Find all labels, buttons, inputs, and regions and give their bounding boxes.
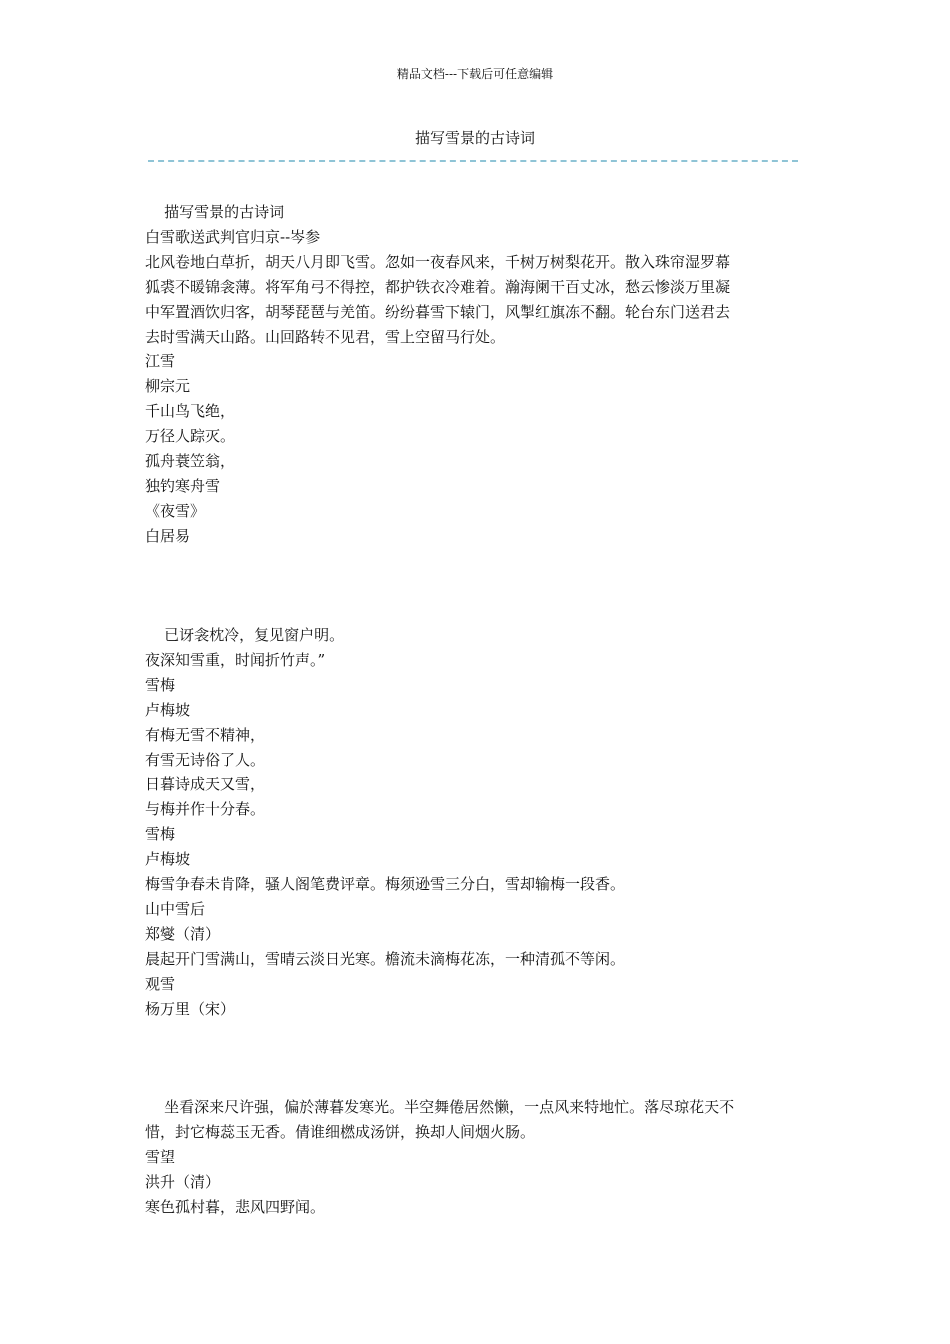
text-line: 柳宗元 bbox=[145, 377, 191, 396]
text-line: 白居易 bbox=[145, 526, 191, 545]
text-line: 晨起开门雪满山，雪晴云淡日光寒。檐流未滴梅花冻，一种清孤不等闲。 bbox=[145, 949, 626, 968]
title-divider bbox=[148, 160, 798, 162]
page-header: 精品文档---下载后可任意编辑 bbox=[396, 67, 554, 81]
text-line: 与梅并作十分春。 bbox=[145, 800, 266, 819]
text-line: 独钓寒舟雪 bbox=[145, 476, 221, 495]
text-line: 白雪歌送武判官归京--岑参 bbox=[145, 227, 321, 246]
text-line: 卢梅坡 bbox=[145, 700, 191, 719]
text-line: 雪望 bbox=[145, 1147, 176, 1166]
text-line: 有梅无雪不精神， bbox=[145, 725, 266, 744]
text-line: 梅雪争春未肯降，骚人阁笔费评章。梅须逊雪三分白，雪却输梅一段香。 bbox=[145, 875, 626, 894]
text-line: 坐看深来尺许强，偏於薄暮发寒光。半空舞倦居然懒，一点风来特地忙。落尽琼花天不 bbox=[145, 1098, 735, 1116]
document-title: 描写雪景的古诗词 bbox=[414, 129, 535, 147]
text-line: 狐裘不暖锦衾薄。将军角弓不得控，都护铁衣冷难着。瀚海阑干百丈冰，愁云惨淡万里凝 bbox=[145, 277, 731, 296]
text-line: 江雪 bbox=[145, 352, 176, 371]
text-line: 《夜雪》 bbox=[145, 501, 206, 520]
text-line: 万径人踪灭。 bbox=[145, 427, 236, 446]
text-line: 杨万里（宋） bbox=[145, 999, 236, 1018]
text-line: 中军置酒饮归客，胡琴琵琶与羌笛。纷纷暮雪下辕门，风掣红旗冻不翻。轮台东门送君去 bbox=[145, 302, 731, 321]
text-line: 描写雪景的古诗词 bbox=[145, 203, 285, 221]
text-line: 千山鸟飞绝， bbox=[145, 402, 236, 421]
text-line: 北风卷地白草折，胡天八月即飞雪。忽如一夜春风来，千树万树梨花开。散入珠帘湿罗幕 bbox=[145, 252, 731, 271]
text-line: 有雪无诗俗了人。 bbox=[145, 750, 266, 769]
text-line: 夜深知雪重，时闻折竹声。” bbox=[145, 650, 326, 669]
text-line: 雪梅 bbox=[145, 825, 176, 844]
text-line: 卢梅坡 bbox=[145, 850, 191, 869]
text-line: 惜，封它梅蕊玉无香。倩谁细橪成汤饼，换却人间烟火肠。 bbox=[145, 1122, 536, 1141]
text-line: 去时雪满天山路。山回路转不见君，雪上空留马行处。 bbox=[145, 327, 506, 346]
text-line: 雪梅 bbox=[145, 675, 176, 694]
text-block-2 bbox=[145, 623, 807, 1022]
text-line: 郑燮（清） bbox=[145, 924, 221, 943]
text-line: 观雪 bbox=[145, 974, 176, 993]
text-line: 洪升（清） bbox=[145, 1172, 221, 1191]
text-line: 山中雪后 bbox=[145, 899, 206, 918]
text-block-1 bbox=[145, 200, 807, 549]
text-line: 日暮诗成天又雪， bbox=[145, 775, 266, 794]
text-line: 孤舟蓑笠翁， bbox=[145, 452, 236, 471]
text-block-3 bbox=[145, 1095, 807, 1220]
text-line: 寒色孤村暮，悲风四野闻。 bbox=[145, 1197, 326, 1216]
text-line: 已讶衾枕冷，复见窗户明。 bbox=[145, 626, 345, 644]
